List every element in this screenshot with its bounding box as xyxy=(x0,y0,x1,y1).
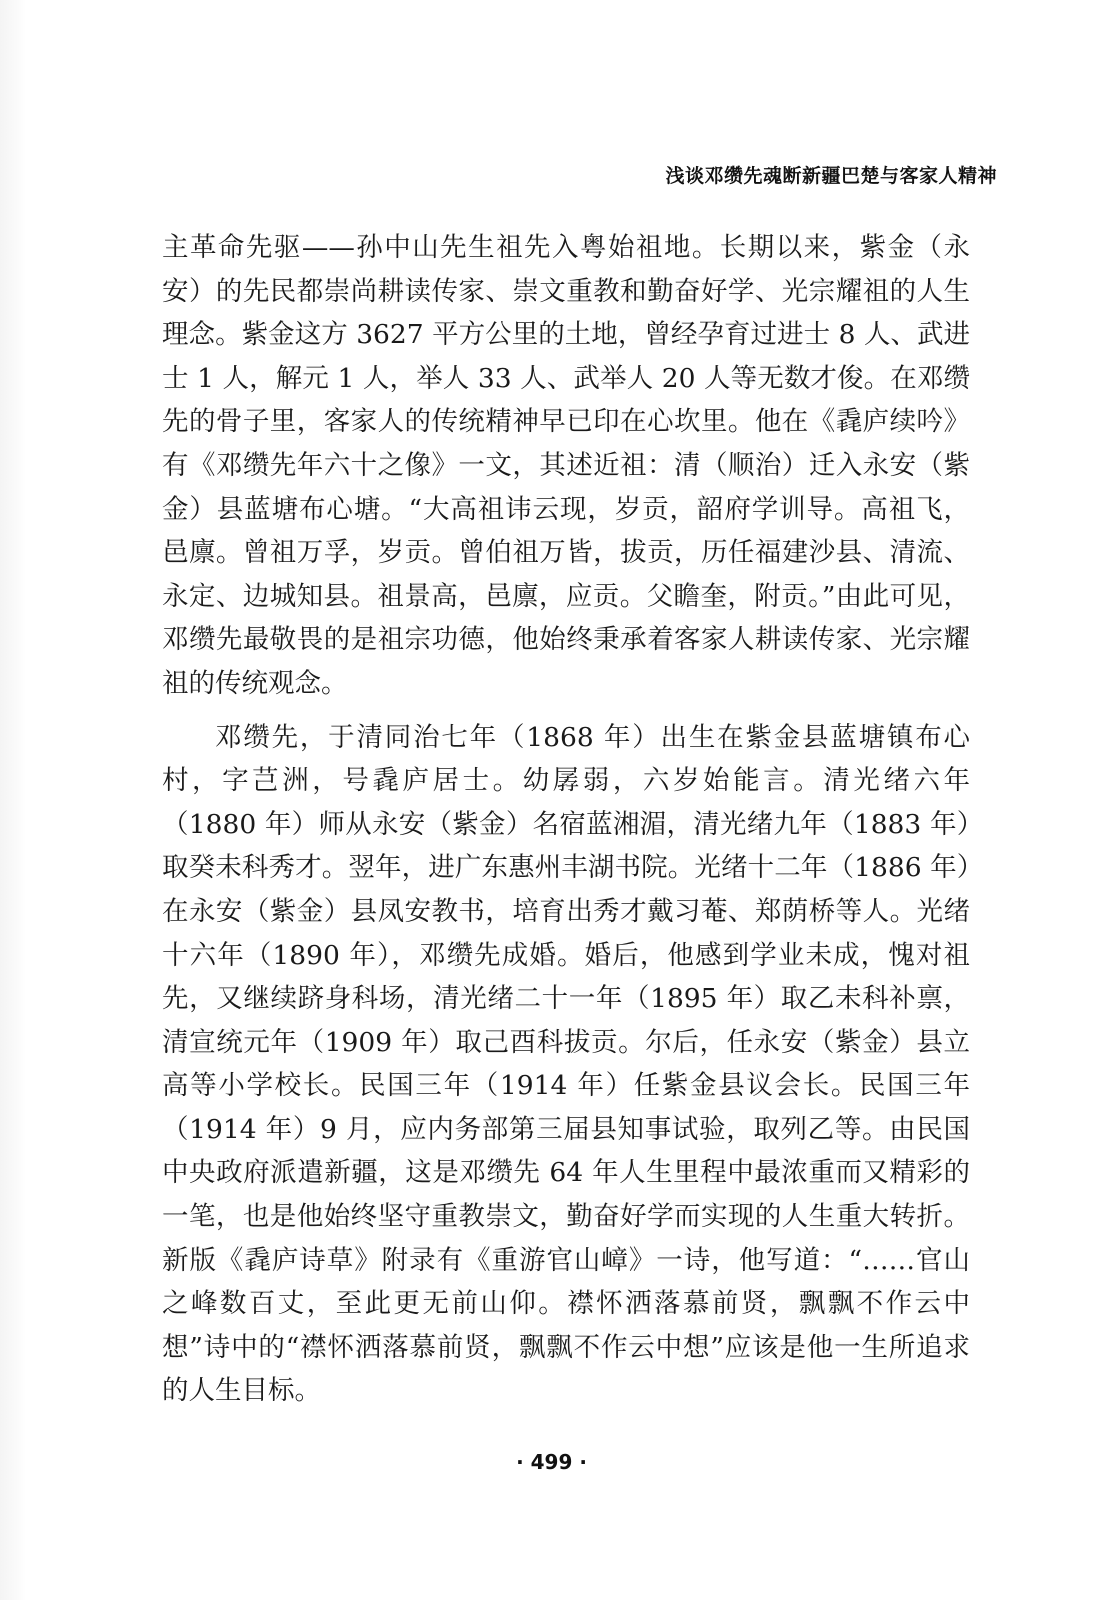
paragraph-continued: 主革命先驱——孙中山先生祖先入粤始祖地。长期以来，紫金（永安）的先民都崇尚耕读传家、崇文重教和勤奋好学、光宗耀祖的人生理念。紫金这方 3627 平方公里的土地，曾经孕育过进士 8 人、武进士 1 人，解元 1 人，举人 33 人、武举人 20 人等无数才俊。在邓缵先的骨子里，客家人的传统精神早已印在心坎里。他在《毳庐续吟》有《邓缵先年六十之像》一文，其述近祖：清（顺治）迁入永安（紫金）县蓝塘布心塘。“大高祖讳云现，岁贡，韶府学训导。高祖飞，邑廪。曾祖万孚，岁贡。曾伯祖万皆，拔贡，历任福建沙县、清流、永定、边城知县。祖景高，邑廪，应贡。父瞻奎，附贡。”由此可见，邓缵先最敬畏的是祖宗功德，他始终秉承着客家人耕读传家、光宗耀祖的传统观念。 xyxy=(162,232,970,699)
page-number: · 499 · xyxy=(516,1450,587,1474)
running-header: 浅谈邓缵先魂断新疆巴楚与客家人精神 xyxy=(665,165,997,187)
body-text xyxy=(162,226,970,1413)
scan-shadow-edge xyxy=(0,0,26,1600)
paragraph-biography: 邓缵先，于清同治七年（1868 年）出生在紫金县蓝塘镇布心村，字芑洲，号毳庐居士。幼孱弱，六岁始能言。清光绪六年（1880 年）师从永安（紫金）名宿蓝湘湄，清光绪九年（1883 年）取癸未科秀才。翌年，进广东惠州丰湖书院。光绪十二年（1886 年）在永安（紫金）县凤安教书，培育出秀才戴习菴、郑荫桥等人。光绪十六年（1890 年），邓缵先成婚。婚后，他感到学业未成，愧对祖先，又继续跻身科场，清光绪二十一年（1895 年）取乙未科补禀，清宣统元年（1909 年）取己酉科拔贡。尔后，任永安（紫金）县立高等小学校长。民国三年（1914 年）任紫金县议会长。民国三年（1914 年）9 月，应内务部第三届县知事试验，取列乙等。由民国中央政府派遣新疆，这是邓缵先 64 年人生里程中最浓重而又精彩的一笔，也是他始终坚守重教崇文，勤奋好学而实现的人生重大转折。新版《毳庐诗草》附录有《重游官山嶂》一诗，他写道：“……官山之峰数百丈，至此更无前山仰。襟怀洒落慕前贤，飘飘不作云中想”诗中的“襟怀洒落慕前贤，飘飘不作云中想”应该是他一生所追求的人生目标。 xyxy=(162,721,970,1407)
